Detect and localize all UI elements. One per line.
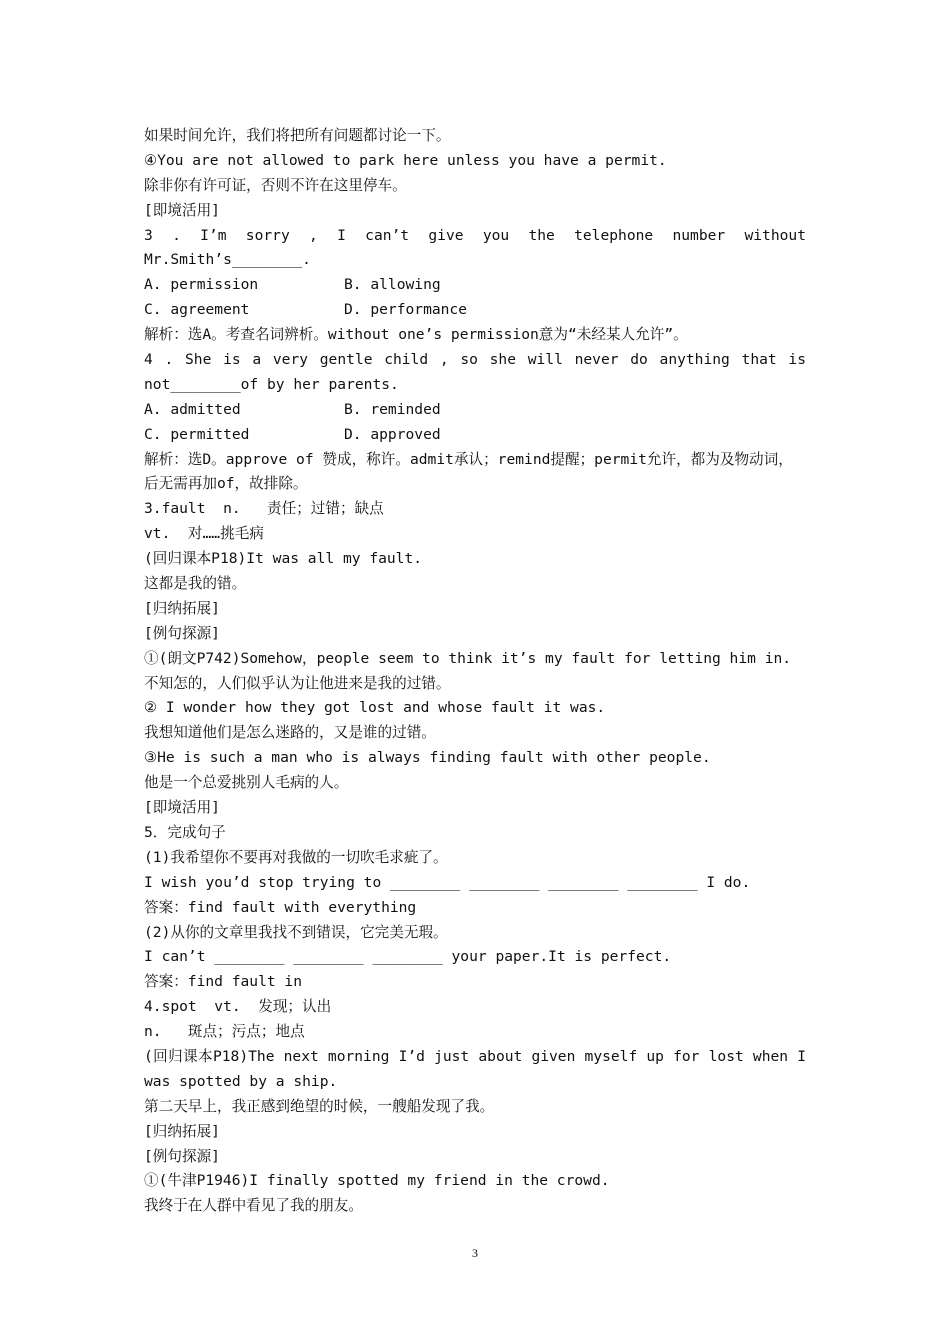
vocab-entry: vt. 对……挑毛病: [144, 525, 264, 543]
section-heading: [即境活用]: [144, 799, 220, 817]
text-line: ③He is such a man who is always finding fault with other people.: [144, 749, 711, 767]
answer-explanation: 解析：选A。考查名词辨析。without one’s permission意为“未经某人允许”。: [144, 326, 688, 344]
text-line: 除非你有许可证，否则不许在这里停车。: [144, 176, 407, 194]
text-line: 第二天早上，我正感到绝望的时候，一艘船发现了我。: [144, 1097, 495, 1115]
option-a: A. permission: [144, 276, 259, 294]
text-line: 我想知道他们是怎么迷路的，又是谁的过错。: [144, 724, 436, 742]
question-stem: 3 . I’m sorry , I can’t give you the telephone number without: [144, 226, 806, 244]
text-line: ①(朗文P742)Somehow，people seem to think it’s my fault for letting him in.: [144, 649, 792, 667]
text-line: 他是一个总爱挑别人毛病的人。: [144, 774, 349, 792]
text-line: (1)我希望你不要再对我做的一切吹毛求疵了。: [144, 848, 448, 866]
vocab-entry: 4.spot vt. 发现；认出: [144, 998, 332, 1016]
text-line: (回归课本P18)The next morning I’d just about given myself up for lost when I: [144, 1047, 806, 1065]
text-line: ② I wonder how they got lost and whose fault it was.: [144, 699, 606, 717]
option-d: D. performance: [344, 301, 468, 319]
option-c: C. permitted: [144, 425, 250, 443]
text-line: 如果时间允许，我们将把所有问题都讨论一下。: [144, 127, 451, 144]
text-line: 这都是我的错。: [144, 575, 247, 593]
option-row: [144, 298, 806, 323]
text-line: 我终于在人群中看见了我的朋友。: [144, 1197, 363, 1215]
answer-explanation: 解析：选D。approve of 赞成，称许。admit承认；remind提醒；permit允许，都为及物动词，: [144, 450, 793, 468]
option-c: C. agreement: [144, 301, 250, 319]
document-body: [144, 124, 806, 1219]
section-heading: [例句探源]: [144, 624, 220, 642]
vocab-entry: 3.fault n. 责任；过错；缺点: [144, 500, 384, 518]
option-row: [144, 423, 806, 448]
question-stem: not________of by her parents.: [144, 375, 399, 393]
vocab-entry: n. 斑点；污点；地点: [144, 1023, 305, 1041]
section-heading: [即境活用]: [144, 201, 220, 219]
option-d: D. approved: [344, 425, 441, 443]
text-line: I wish you’d stop trying to ________ ________ ________ ________ I do.: [144, 873, 751, 891]
section-heading: [例句探源]: [144, 1147, 220, 1165]
text-line: was spotted by a ship.: [144, 1072, 338, 1090]
page-number: 3: [472, 1246, 478, 1260]
option-b: B. allowing: [344, 276, 441, 294]
text-line: ④You are not allowed to park here unless you have a permit.: [144, 151, 667, 169]
answer-explanation: 后无需再加of，故排除。: [144, 475, 308, 493]
text-line: (2)从你的文章里我找不到错误，它完美无瑕。: [144, 923, 448, 941]
section-heading: [归纳拓展]: [144, 599, 220, 617]
answer-text: 答案：find fault in: [144, 973, 303, 991]
section-heading: [归纳拓展]: [144, 1122, 220, 1140]
answer-text: 答案：find fault with everything: [144, 898, 417, 916]
option-row: [144, 273, 806, 298]
option-a: A. admitted: [144, 400, 241, 418]
question-stem: 4 . She is a very gentle child , so she will never do anything that is: [144, 351, 806, 369]
text-line: I can’t ________ ________ ________ your paper.It is perfect.: [144, 948, 672, 966]
text-line: ①(牛津P1946)I finally spotted my friend in the crowd.: [144, 1172, 610, 1190]
text-line: 5．完成句子: [144, 823, 226, 841]
text-line: 不知怎的，人们似乎认为让他进来是我的过错。: [144, 674, 451, 692]
text-line: (回归课本P18)It was all my fault.: [144, 550, 423, 568]
option-row: [144, 398, 806, 423]
option-b: B. reminded: [344, 400, 441, 418]
question-stem: Mr.Smith’s________.: [144, 251, 311, 269]
